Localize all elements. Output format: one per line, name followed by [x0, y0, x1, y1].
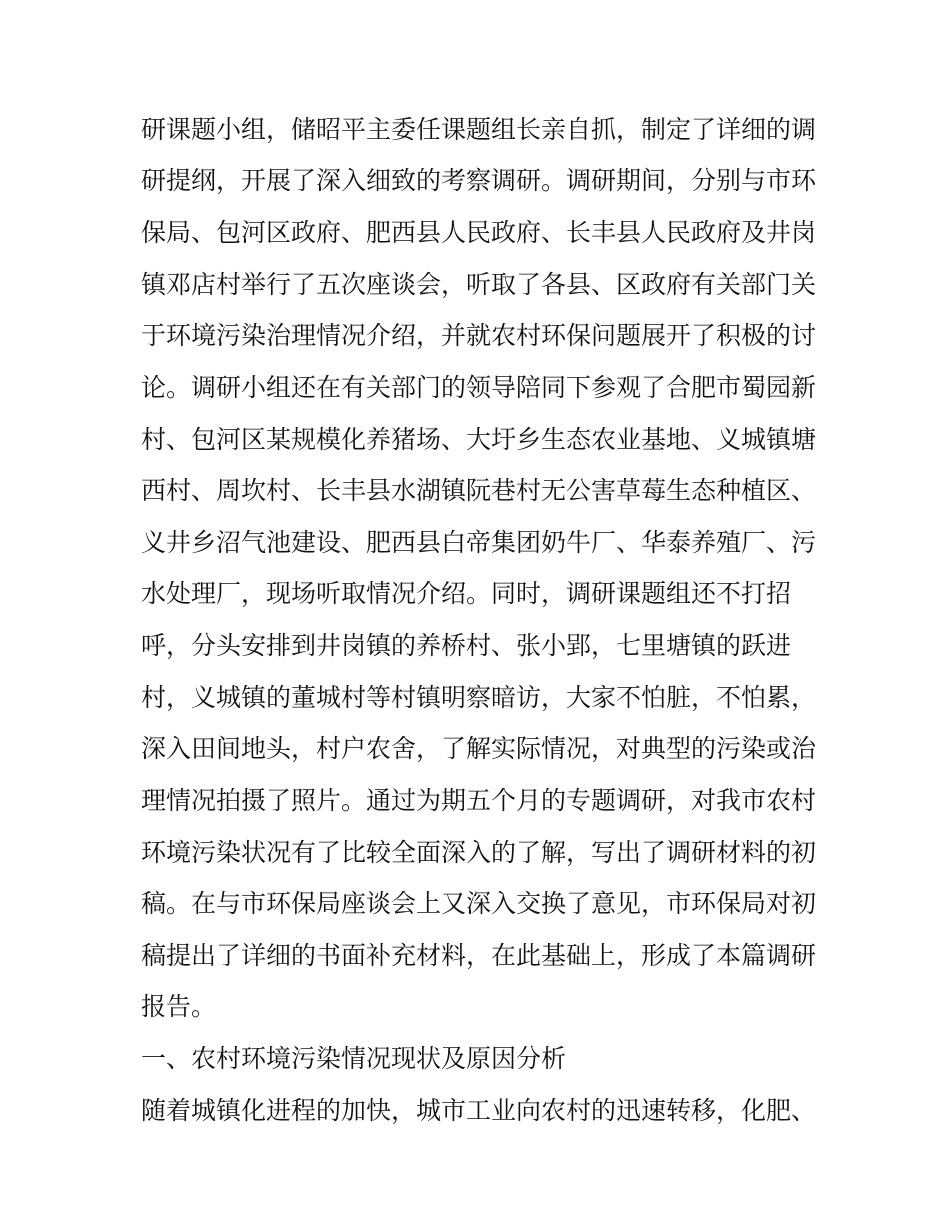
- paragraph-line: 深入田间地头，村户农舍，了解实际情况，对典型的污染或治: [141, 734, 817, 763]
- paragraph-line: 水处理厂，现场听取情况介绍。同时，调研课题组还不打招: [141, 579, 792, 608]
- paragraph-line: 村、包河区某规模化养猪场、大圩乡生态农业基地、义城镇塘: [141, 425, 817, 454]
- paragraph-line: 理情况拍摄了照片。通过为期五个月的专题调研，对我市农村: [141, 786, 817, 815]
- paragraph-line: 环境污染状况有了比较全面深入的了解，写出了调研材料的初: [141, 838, 817, 867]
- paragraph-line: 西村、周坎村、长丰县水湖镇阮巷村无公害草莓生态种植区、: [141, 476, 817, 505]
- paragraph-line: 义井乡沼气池建设、肥西县白帝集团奶牛厂、华泰养殖厂、污: [141, 528, 817, 557]
- paragraph-line: 保局、包河区政府、肥西县人民政府、长丰县人民政府及井岗: [141, 218, 817, 247]
- paragraph-line: 于环境污染治理情况介绍，并就农村环保问题展开了积极的讨: [141, 321, 817, 350]
- paragraph-line: 镇邓店村举行了五次座谈会，听取了各县、区政府有关部门关: [141, 270, 817, 299]
- paragraph-line: 稿提出了详细的书面补充材料，在此基础上，形成了本篇调研: [141, 941, 817, 970]
- paragraph-line: 村，义城镇的董城村等村镇明察暗访，大家不怕脏，不怕累，: [141, 683, 817, 712]
- paragraph-line: 研提纲，开展了深入细致的考察调研。调研期间，分别与市环: [141, 166, 817, 195]
- section-heading: 一、农村环境污染情况现状及原因分析: [141, 1044, 567, 1073]
- paragraph-line: 论。调研小组还在有关部门的领导陪同下参观了合肥市蜀园新: [141, 373, 817, 402]
- paragraph-line: 随着城镇化进程的加快，城市工业向农村的迅速转移，化肥、: [141, 1096, 817, 1125]
- paragraph-line: 呼，分头安排到井岗镇的养桥村、张小郢，七里塘镇的跃进: [141, 631, 792, 660]
- paragraph-line: 研课题小组，储昭平主委任课题组长亲自抓，制定了详细的调: [141, 115, 817, 144]
- paragraph-line: 稿。在与市环保局座谈会上又深入交换了意见，市环保局对初: [141, 889, 817, 918]
- paragraph-line: 报告。: [141, 992, 217, 1021]
